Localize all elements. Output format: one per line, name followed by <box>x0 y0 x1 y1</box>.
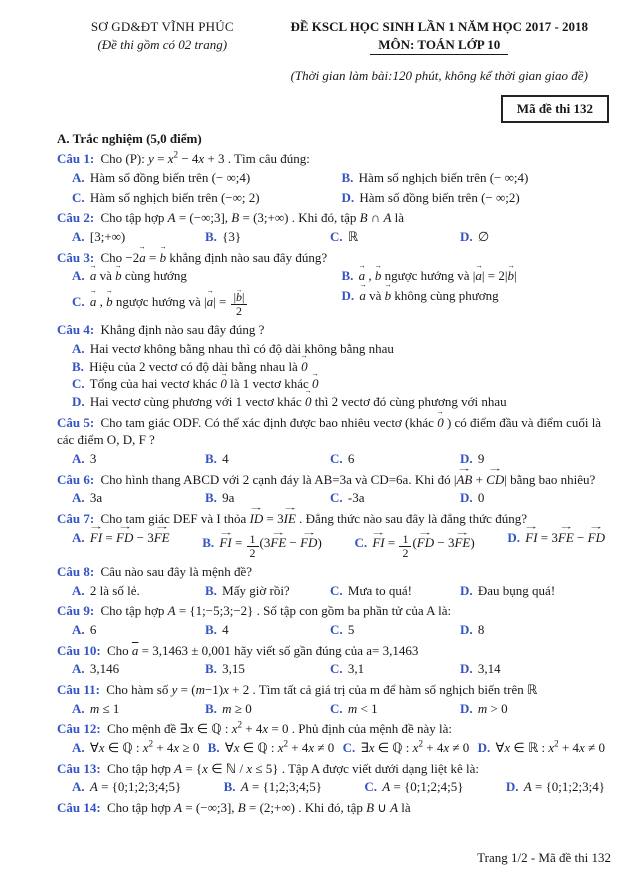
question-11 <box>57 681 611 717</box>
question-stem: Cho tập hợp A = {x ∈ ℕ / x ≤ 5} . Tập A được viết dưới dạng liệt kê là: <box>103 760 480 776</box>
question-10 <box>57 642 611 678</box>
time-note: (Thời gian làm bài:120 phút, không kể thời gian giao đề) <box>290 68 588 84</box>
option-letter: A. <box>72 341 85 357</box>
option-text: {3} <box>218 229 242 245</box>
header-right <box>268 18 611 85</box>
option-letter: A. <box>72 622 85 638</box>
option-letter: C. <box>330 451 343 467</box>
option-d <box>478 739 605 757</box>
option-b <box>224 778 322 796</box>
option-a <box>72 529 170 560</box>
option-a <box>72 340 611 358</box>
exam-title: ĐỀ KSCL HỌC SINH LẦN 1 NĂM HỌC 2017 - 2018 <box>290 19 589 34</box>
department-name: SƠ GD&ĐT VĨNH PHÚC <box>90 19 234 34</box>
question-9 <box>57 602 611 638</box>
option-letter: C. <box>72 189 85 205</box>
option-a <box>72 621 205 639</box>
question-label: Câu 2: <box>57 210 95 226</box>
option-text: [3;+∞) <box>86 229 126 245</box>
option-letter: A. <box>72 661 85 677</box>
option-text: Mấy giờ rồi? <box>218 582 290 598</box>
question-stem: Cho mệnh đề ∃x ∈ ℚ : $x^2 + 4x = 0$ . Phủ định của mệnh đề này là: <box>103 720 453 737</box>
option-letter: C. <box>72 293 85 309</box>
option-letter: B. <box>205 661 217 677</box>
option-text: 5 <box>344 622 355 638</box>
option-d <box>460 450 611 468</box>
option-c <box>343 739 470 757</box>
option-letter: B. <box>341 170 354 186</box>
option-text: 6 <box>86 622 97 638</box>
option-letter: B. <box>72 358 84 374</box>
option-d <box>460 660 611 678</box>
question-label: Câu 1: <box>57 151 95 167</box>
option-letter: D. <box>460 451 473 467</box>
option-text: Hàm số đồng biến trên (− ∞;2) <box>356 189 520 205</box>
question-label: Câu 3: <box>57 249 95 265</box>
exam-subject: MÔN: TOÁN LỚP 10 <box>370 36 508 56</box>
question-stem-line <box>57 209 611 227</box>
option-letter: B. <box>223 779 236 795</box>
page-footer: Trang 1/2 - Mã đề thi 132 <box>477 850 611 866</box>
question-stem: Cho tam giác DEF và I thỏa → ID = 3→ IE . Đẳng thức nào sau đây là đẳng thức đúng? <box>97 511 527 526</box>
exam-header <box>57 18 611 85</box>
option-d <box>506 778 605 796</box>
option-text: 6 <box>344 451 355 467</box>
option-text: 0 <box>474 490 485 506</box>
option-d <box>342 189 612 207</box>
question-label: Câu 8: <box>57 564 95 580</box>
options <box>57 340 611 411</box>
option-c <box>330 700 460 718</box>
option-a <box>72 660 205 678</box>
option-letter: A. <box>72 170 85 186</box>
option-letter: D. <box>460 582 473 598</box>
option-letter: C. <box>330 700 343 716</box>
option-letter: D. <box>460 229 473 245</box>
option-letter: B. <box>341 268 354 284</box>
option-text: 9a <box>218 490 235 506</box>
question-stem: Cho tập hợp A = {1;−5;3;−2} . Số tập con gồm ba phần tử của A là: <box>97 603 452 619</box>
option-b <box>205 660 330 678</box>
option-letter: B. <box>205 582 217 598</box>
question-stem-line <box>57 414 611 449</box>
question-stem: Cho hàm số y = (m−1)x + 2 . Tìm tất cả giá trị của m để hàm số nghịch biến trên ℝ <box>102 682 538 698</box>
option-letter: C. <box>72 376 85 392</box>
option-d <box>460 700 611 718</box>
question-stem: Cho tập hợp A = (−∞;3], B = (2;+∞) . Khi đó, tập B ∪ A là <box>103 800 411 816</box>
option-text: -3a <box>344 490 365 506</box>
option-d <box>72 393 611 411</box>
option-letter: A. <box>72 529 85 545</box>
option-b <box>205 228 330 246</box>
option-text: 3,146 <box>86 661 120 677</box>
option-b <box>205 700 330 718</box>
option-b <box>342 267 612 285</box>
option-text: ∀x ∈ ℚ : $x^2 + 4x \ne 0$ <box>221 738 335 756</box>
option-c <box>330 450 460 468</box>
option-text: m > 0 <box>477 700 508 716</box>
question-label: Câu 11: <box>57 682 100 698</box>
option-b <box>205 621 330 639</box>
option-text: Hai vectơ không bằng nhau thì có độ dài không bằng nhau <box>86 341 394 357</box>
question-5 <box>57 414 611 468</box>
option-text: ∃x ∈ ℚ : $x^2 + 4x \ne 0$ <box>357 738 470 756</box>
option-letter: D. <box>341 288 355 304</box>
question-14 <box>57 799 611 817</box>
option-text: 3,14 <box>474 661 501 677</box>
option-text: → a , → b ngược hướng và |→ a| = 2|→ b| <box>355 268 516 283</box>
options <box>57 660 611 678</box>
option-text: 3,15 <box>218 661 245 677</box>
options <box>57 582 611 600</box>
option-d <box>460 489 611 507</box>
option-text: A = {0;1;2;3;4;5} <box>89 779 182 795</box>
option-letter: D. <box>72 394 85 410</box>
option-letter: C. <box>330 622 343 638</box>
option-text: Hàm số nghịch biến trên (− ∞;4) <box>355 170 529 186</box>
question-label: Câu 4: <box>57 322 95 338</box>
question-label: Câu 14: <box>57 800 101 816</box>
question-label: Câu 12: <box>57 721 101 737</box>
option-letter: C. <box>364 779 378 795</box>
option-letter: B. <box>202 535 215 551</box>
question-1 <box>57 150 611 206</box>
option-c <box>330 228 460 246</box>
option-a <box>72 739 199 757</box>
question-7 <box>57 510 611 560</box>
section-title: A. Trắc nghiệm (5,0 điểm) <box>57 130 202 146</box>
option-letter: D. <box>460 700 473 716</box>
option-text: → a và → b cùng hướng <box>87 268 187 283</box>
option-a <box>72 169 342 187</box>
option-text: m ≤ 1 <box>89 700 120 716</box>
option-a <box>72 450 205 468</box>
option-text: A = {1;2;3;4;5} <box>240 779 322 795</box>
question-stem-line <box>57 563 611 581</box>
question-stem-line <box>57 642 611 660</box>
option-letter: D. <box>460 661 473 677</box>
option-text: → a , → b ngược hướng và |→ a| = $\frac{|\to b|}{2}$ <box>87 294 249 309</box>
option-text: ∀x ∈ ℚ : $x^2 + 4x \ge 0$ <box>86 738 200 756</box>
option-letter: C. <box>330 582 343 598</box>
question-label: Câu 5: <box>57 414 95 430</box>
option-d <box>460 621 611 639</box>
option-c <box>330 621 460 639</box>
option-c <box>72 375 611 393</box>
option-d <box>460 582 611 600</box>
question-label: Câu 9: <box>57 603 95 619</box>
option-text: → FI = $\frac{1}{2}$ (→ FD − 3→ FE) <box>369 535 475 550</box>
question-stem: Cho −2→ a = → b khẳng định nào sau đây đúng? <box>97 250 327 265</box>
exam-code-row <box>57 95 611 123</box>
option-d <box>460 228 611 246</box>
question-stem: Khẳng định nào sau đây đúng ? <box>97 322 265 338</box>
option-letter: D. <box>341 189 355 205</box>
option-d <box>342 287 612 318</box>
option-letter: C. <box>330 490 343 506</box>
options <box>57 700 611 718</box>
option-letter: B. <box>205 622 217 638</box>
option-letter: D. <box>460 490 473 506</box>
option-text: 4 <box>218 451 229 467</box>
question-stem-line <box>57 760 611 778</box>
question-stem-line <box>57 321 611 339</box>
option-text: 8 <box>474 622 485 638</box>
option-letter: B. <box>205 229 217 245</box>
pages-note: (Đề thi gồm có 02 trang) <box>97 36 228 52</box>
option-text: → FI = $\frac{1}{2}$ (3→ FE − → FD) <box>216 535 322 550</box>
option-letter: A. <box>72 700 85 716</box>
question-3 <box>57 249 611 319</box>
question-stem: Câu nào sau đây là mệnh đề? <box>97 564 253 580</box>
options <box>57 739 611 757</box>
option-a <box>72 582 205 600</box>
option-text: → a và → b không cùng phương <box>356 288 498 303</box>
option-letter: A. <box>72 740 85 756</box>
option-a <box>72 267 342 285</box>
exam-code-box: Mã đề thi 132 <box>501 95 609 123</box>
question-stem: Cho tam giác ODF. Có thể xác định được bao nhiêu vectơ (khác → 0 ) có điểm đầu và điểm cuối là các điểm O, D, F ? <box>57 415 601 448</box>
options <box>57 621 611 639</box>
question-4 <box>57 321 611 410</box>
option-text: 4 <box>218 622 229 638</box>
option-text: Mưa to quá! <box>344 582 412 598</box>
option-letter: C. <box>330 661 343 677</box>
option-letter: B. <box>205 490 217 506</box>
question-stem-line <box>57 150 611 168</box>
option-b <box>205 450 330 468</box>
option-letter: D. <box>460 622 473 638</box>
option-text: Hiệu của 2 vectơ có độ dài bằng nhau là → 0 <box>86 359 308 374</box>
option-letter: B. <box>207 740 220 756</box>
option-text: Hai vectơ cùng phương với 1 vectơ khác → 0 thì 2 vectơ đó cùng phương với nhau <box>87 394 507 409</box>
option-c <box>330 582 460 600</box>
option-letter: A. <box>72 582 85 598</box>
question-12 <box>57 720 611 756</box>
question-8 <box>57 563 611 599</box>
question-label: Câu 10: <box>57 642 101 658</box>
options <box>57 489 611 507</box>
option-letter: D. <box>477 740 491 756</box>
question-stem: Cho tập hợp A = (−∞;3], B = (3;+∞) . Khi đó, tập B ∩ A là <box>97 210 405 226</box>
question-stem-line <box>57 720 611 738</box>
option-letter: D. <box>507 529 521 545</box>
option-text: ∀x ∈ ℝ : $x^2 + 4x \ne 0$ <box>492 738 605 756</box>
option-d <box>507 529 605 560</box>
options <box>57 169 611 206</box>
options <box>57 778 611 796</box>
option-c <box>330 489 460 507</box>
option-text: m < 1 <box>347 700 378 716</box>
option-a <box>72 700 205 718</box>
option-text: 9 <box>474 451 485 467</box>
option-letter: C. <box>354 535 368 551</box>
option-letter: A. <box>72 229 85 245</box>
option-letter: A. <box>72 451 85 467</box>
option-c <box>330 660 460 678</box>
options <box>57 450 611 468</box>
option-a <box>72 778 181 796</box>
question-label: Câu 13: <box>57 760 101 776</box>
option-text: → FI = 3→ FE − → FD <box>522 530 605 545</box>
option-letter: B. <box>205 451 217 467</box>
option-letter: A. <box>72 268 85 284</box>
question-label: Câu 6: <box>57 471 95 487</box>
option-text: Hàm số đồng biến trên (− ∞;4) <box>86 170 251 186</box>
option-text: Hàm số nghịch biến trên (−∞; 2) <box>86 189 260 205</box>
question-stem-line <box>57 602 611 620</box>
option-b <box>205 489 330 507</box>
option-text: 3a <box>86 490 103 506</box>
option-text: m ≥ 0 <box>222 700 252 716</box>
question-label: Câu 7: <box>57 511 95 527</box>
option-letter: C. <box>330 229 343 245</box>
option-letter: A. <box>72 490 85 506</box>
option-b <box>205 582 330 600</box>
question-stem: Cho $\overline{a} = 3,1463 \pm 0,001$ hãy viết số gần đúng của a= 3,1463 <box>103 642 419 658</box>
question-stem: Cho hình thang ABCD với 2 cạnh đáy là AB=3a và CD=6a. Khi đó |→ AB + → CD| bằng bao nhiêu? <box>97 472 595 487</box>
option-text: Tổng của hai vectơ khác → 0 là 1 vectơ khác → 0 <box>87 376 319 391</box>
questions <box>57 150 611 816</box>
option-b <box>342 169 612 187</box>
question-2 <box>57 209 611 245</box>
option-b <box>202 529 322 560</box>
option-text: → FI = → FD − 3→ FE <box>87 530 170 545</box>
options <box>57 267 611 318</box>
option-text: A = {0;1;2;4;5} <box>382 779 464 795</box>
option-text: Đau bụng quá! <box>474 582 556 598</box>
options <box>57 529 611 560</box>
option-text: 3,1 <box>344 661 365 677</box>
question-stem-line <box>57 681 611 699</box>
option-text: 2 là số lẻ. <box>86 582 140 598</box>
option-c <box>354 529 474 560</box>
question-6 <box>57 471 611 507</box>
question-stem-line <box>57 799 611 817</box>
header-left <box>57 18 268 53</box>
option-text: ℝ <box>344 229 359 245</box>
question-stem: Cho (P): $y = x^2 - 4x + 3$ . Tìm câu đúng: <box>97 150 310 167</box>
option-text: 3 <box>86 451 97 467</box>
option-a <box>72 489 205 507</box>
option-letter: B. <box>205 700 217 716</box>
option-letter: C. <box>342 740 356 756</box>
question-13 <box>57 760 611 796</box>
question-stem-line <box>57 249 611 267</box>
option-text: A = {0;1;2;3;4} <box>523 779 605 795</box>
option-b <box>208 739 335 757</box>
option-text: ∅ <box>474 229 490 245</box>
option-c <box>72 287 342 318</box>
option-b <box>72 358 611 376</box>
option-c <box>364 778 463 796</box>
option-letter: A. <box>72 779 85 795</box>
option-letter: D. <box>505 779 519 795</box>
option-c <box>72 189 342 207</box>
question-stem-line <box>57 471 611 489</box>
